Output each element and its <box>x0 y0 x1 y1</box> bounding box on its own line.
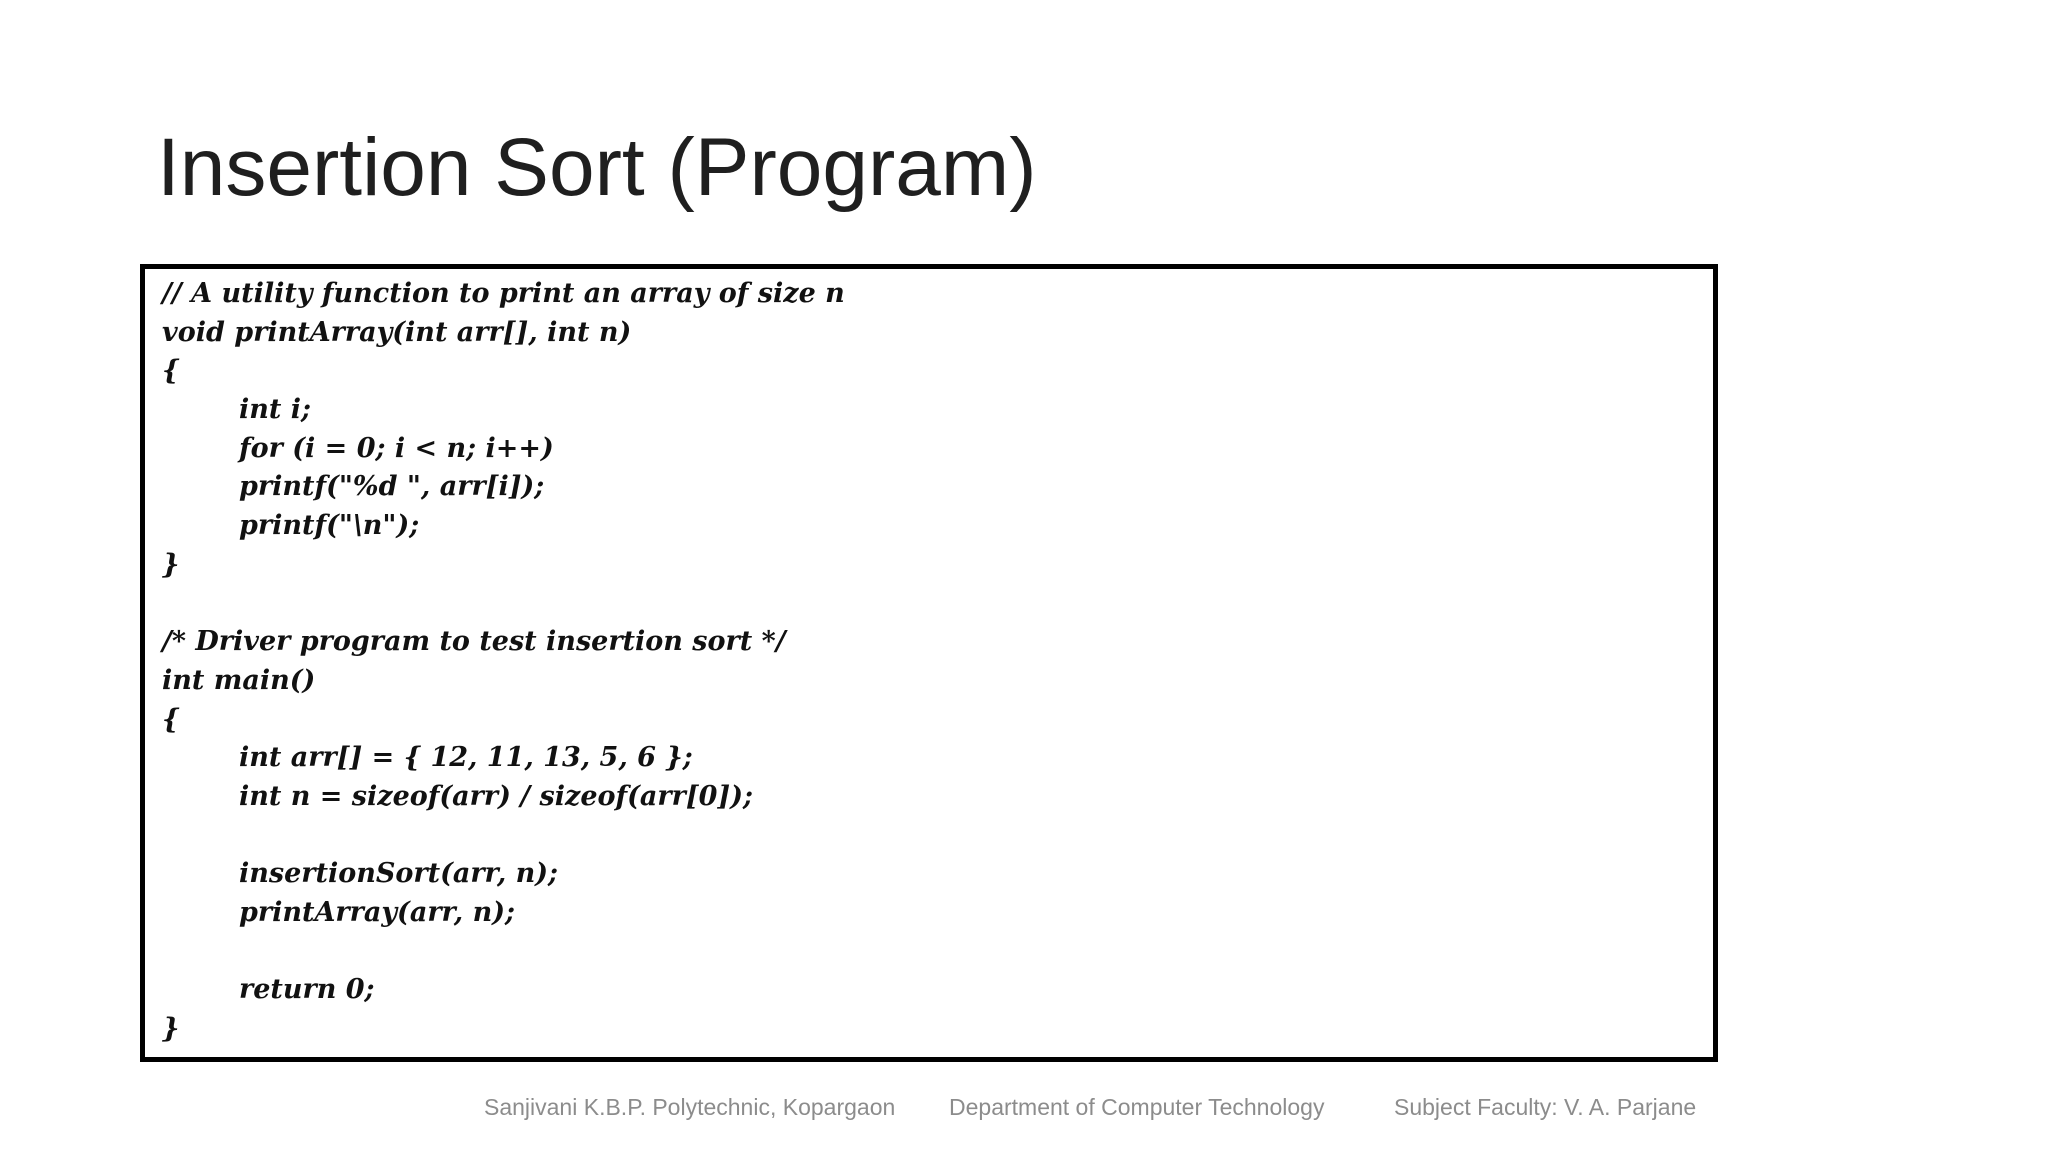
footer-department: Department of Computer Technology <box>949 1094 1325 1120</box>
code-line: int i; <box>239 394 311 426</box>
code-line: printArray(arr, n); <box>239 897 515 928</box>
code-box <box>140 264 1718 1062</box>
code-line: for (i = 0; i < n; i++) <box>239 432 554 464</box>
code-line <box>162 933 845 972</box>
code-listing <box>162 275 845 1049</box>
code-line <box>162 585 845 624</box>
code-line: /* Driver program to test insertion sort */ <box>162 626 786 658</box>
code-line: { <box>162 355 180 387</box>
code-line <box>162 817 845 856</box>
footer-faculty: Subject Faculty: V. A. Parjane <box>1394 1094 1697 1120</box>
code-line: return 0; <box>239 974 375 1006</box>
code-line: } <box>162 548 180 580</box>
code-line: printf("%d ", arr[i]); <box>239 471 545 503</box>
code-line: int main() <box>162 664 316 696</box>
code-line: printf("\n"); <box>239 510 420 542</box>
code-line: // A utility function to print an array of size n <box>162 278 845 309</box>
code-line: insertionSort(arr, n); <box>239 858 558 890</box>
code-line: int n = sizeof(arr) / sizeof(arr[0]); <box>239 780 753 812</box>
code-line: void printArray(int arr[], int n) <box>162 316 632 348</box>
slide-title: Insertion Sort (Program) <box>157 122 1037 213</box>
code-line: } <box>162 1013 180 1045</box>
code-line: int arr[] = { 12, 11, 13, 5, 6 }; <box>239 742 693 774</box>
footer-institute: Sanjivani K.B.P. Polytechnic, Kopargaon <box>484 1094 896 1120</box>
code-line: { <box>162 703 180 735</box>
